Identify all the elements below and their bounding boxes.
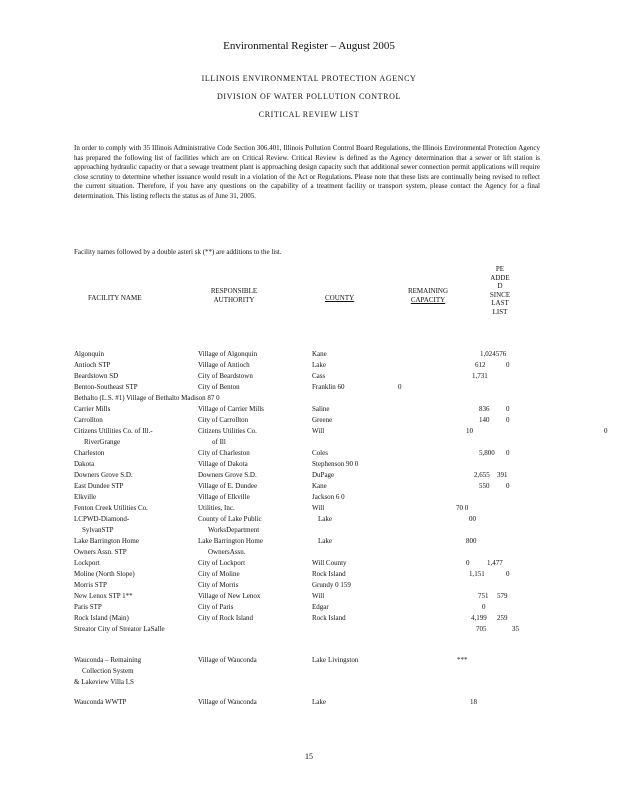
county-cell: Jackson 6 0 (312, 493, 345, 501)
remaining-capacity-cell: 1,731 (472, 372, 488, 380)
remaining-capacity-cell: 751 (478, 592, 489, 600)
facility-name-cell: Bethalto (L.S. #1) Village of Bethalto Madison 87 0 (74, 394, 220, 402)
pe-added-cell: 0 (506, 416, 510, 424)
column-header-capacity-line: REMAINING (407, 287, 449, 295)
page-number: 15 (305, 752, 313, 761)
county-cell: Lake (312, 361, 326, 369)
remaining-capacity-cell: 0 (482, 603, 486, 611)
remaining-capacity-cell: 140 (479, 416, 490, 424)
facility-name-cell: Downers Grove S.D. (74, 471, 133, 479)
county-cell: Rock Island (312, 570, 346, 578)
pe-added-cell: 1,477 (487, 559, 503, 567)
facility-name-cell: Collection System (82, 667, 134, 675)
responsible-authority-cell: City of Carrollton (198, 416, 249, 424)
county-cell: Franklin 60 (312, 383, 345, 391)
pe-added-cell: 579 (497, 592, 508, 600)
county-cell: Lake (312, 698, 326, 706)
responsible-authority-cell: of Ill (212, 438, 226, 446)
facility-name-cell: Lockport (74, 559, 100, 567)
county-cell: Grundy 0 159 (312, 581, 351, 589)
facility-name-cell: Charleston (74, 449, 105, 457)
county-cell: Cass (312, 372, 326, 380)
remaining-capacity-cell: 00 (469, 515, 476, 523)
responsible-authority-cell: Village of E. Dundee (198, 482, 258, 490)
remaining-capacity-cell: 1,024576 (480, 350, 507, 358)
facility-name-cell: Morris STP (74, 581, 107, 589)
facility-name-cell: SylvanSTP (82, 526, 114, 534)
county-cell: Kane (312, 482, 327, 490)
county-cell: DuPage (312, 471, 335, 479)
responsible-authority-cell: City of Morris (198, 581, 239, 589)
facility-name-cell: & Lakeview Villa LS (74, 678, 134, 686)
facility-name-cell: Owners Assn. STP (74, 548, 127, 556)
county-cell: Greene (312, 416, 333, 424)
facility-name-cell: Wauconda WWTP (74, 698, 127, 706)
county-cell: Kane (312, 350, 327, 358)
facility-name-cell: LCPWD-Diamond- (74, 515, 130, 523)
county-cell: Saline (312, 405, 330, 413)
facility-name-cell: Algonquin (74, 350, 104, 358)
county-cell: Will (312, 504, 325, 512)
column-header-pe-line: SINCE (489, 290, 511, 299)
column-header-pe-line: LAST (491, 299, 509, 307)
list-heading: CRITICAL REVIEW LIST (258, 110, 360, 119)
pe-added-cell: 391 (497, 471, 508, 479)
responsible-authority-cell: City of Paris (198, 603, 234, 611)
pe-added-cell: 0 (506, 361, 510, 369)
page-title: Environmental Register – August 2005 (223, 40, 395, 52)
responsible-authority-cell: Village of Antioch (198, 361, 250, 369)
county-cell: Lake (318, 537, 332, 545)
pe-added-cell: 0 (506, 570, 510, 578)
facility-name-cell: Paris STP (74, 603, 102, 611)
remaining-capacity-cell: 70 0 (456, 504, 469, 512)
county-cell: Will County (312, 559, 347, 567)
remaining-capacity-cell: 612 (475, 361, 486, 369)
facility-name-cell: Dakota (74, 460, 95, 468)
facility-name-cell: Carrier Mills (74, 405, 111, 413)
county-cell: Edgar (312, 603, 329, 611)
facility-name-cell: Rock Island (Main) (74, 614, 129, 622)
responsible-authority-cell: Citizens Utilities Co. (198, 427, 257, 435)
responsible-authority-cell: City of Benton (198, 383, 240, 391)
responsible-authority-cell: Village of Elkville (198, 493, 250, 501)
facility-name-cell: Streator City of Streator LaSalle (74, 625, 165, 633)
county-cell: Rock Island (312, 614, 346, 622)
remaining-capacity-cell: 550 (479, 482, 490, 490)
responsible-authority-cell: Village of Carrier Mills (198, 405, 264, 413)
facility-name-cell: Lake Barrington Home (74, 537, 139, 545)
facility-name-cell: Elkville (74, 493, 97, 501)
intro-paragraph: In order to comply with 35 Illinois Administrative Code Section 306.401, Illinois Pollution Control Board Regulations, the Illinois Environmental Protection Agency has prepared the following list of facilities which are on Critical Review. Critical Review is defined as the Agency determination that a sewer or lift station is approaching hydraulic capacity or that a sewage treatment plant is approaching design capacity such that additional sewer connection permit applications will require close scrutiny to determine whether issuance would result in a violation of the Act or Regulations. Please note that these lists are continually being revised to reflect the current situation. Therefore, if you have any questions on the capability of a treatment facility or transport system, please contact the Agency for a final determination. This listing reflects the status as of June 31, 2005. (74, 144, 540, 200)
remaining-capacity-cell: 18 (470, 698, 477, 706)
county-cell: Stephenson 90 0 (312, 460, 359, 468)
division-heading: DIVISION OF WATER POLLUTION CONTROL (217, 92, 401, 101)
column-header-pe-line: ADDE (490, 273, 510, 282)
pe-added-cell: 0 (506, 449, 510, 457)
column-header-authority-line: AUTHORITY (213, 295, 255, 304)
responsible-authority-cell: Utilities, Inc. (198, 504, 235, 512)
responsible-authority-cell: Village of New Lenox (198, 592, 261, 600)
remaining-capacity-cell: 705 (476, 625, 487, 633)
remaining-capacity-cell: 2,655 (474, 471, 490, 479)
facility-name-cell: Beardstown SD (74, 372, 119, 380)
county-cell: Coles (312, 449, 328, 457)
remaining-capacity-cell: 5,800 (479, 449, 495, 457)
facility-name-cell: Antioch STP (74, 361, 111, 369)
column-header-pe-line: PE (495, 265, 505, 273)
county-cell: Lake (318, 515, 332, 523)
responsible-authority-cell: County of Lake Public (198, 515, 262, 523)
remaining-capacity-cell: 800 (466, 537, 477, 545)
column-header-pe-line: LIST (492, 307, 508, 316)
column-header-authority-line: RESPONSIBLE (210, 287, 258, 295)
remaining-capacity-cell: 10 (466, 427, 473, 435)
agency-heading: ILLINOIS ENVIRONMENTAL PROTECTION AGENCY (201, 74, 417, 83)
responsible-authority-cell: Lake Barrington Home (198, 537, 263, 545)
facility-name-cell: Benton-Southeast STP (74, 383, 138, 391)
remaining-capacity-cell: 836 (479, 405, 490, 413)
responsible-authority-cell: OwnersAssn. (208, 548, 246, 556)
pe-added-cell: 0 (506, 482, 510, 490)
responsible-authority-cell: City of Beardstown (198, 372, 253, 380)
remaining-capacity-cell: 4,199 (471, 614, 487, 622)
pe-added-cell: 35 (512, 625, 519, 633)
additions-note: Facility names followed by a double asteri sk (**) are additions to the list. (74, 248, 282, 256)
facility-name-cell: East Dundee STP (74, 482, 124, 490)
column-header-pe-line: D (497, 282, 503, 290)
facility-name-cell: RiverGrange (84, 438, 121, 446)
remaining-capacity-cell: 0 (466, 559, 470, 567)
facility-name-cell: Citizens Utilities Co. of Ill.- (74, 427, 153, 435)
responsible-authority-cell: City of Charleston (198, 449, 250, 457)
responsible-authority-cell: Village of Algonquin (198, 350, 258, 358)
responsible-authority-cell: Village of Wauconda (198, 656, 257, 664)
county-cell: Will (312, 592, 325, 600)
facility-name-cell: Carrollton (74, 416, 103, 424)
remaining-capacity-cell: 1,151 (469, 570, 485, 578)
column-header-county: COUNTY (325, 294, 355, 302)
county-cell: Lake (312, 656, 326, 664)
responsible-authority-cell: WorksDepartment (208, 526, 260, 534)
column-header-facility: FACILITY NAME (88, 294, 142, 302)
county-cell: Livingston (328, 656, 359, 664)
responsible-authority-cell: Village of Dakota (198, 460, 248, 468)
remaining-capacity-cell: *** (457, 656, 468, 664)
responsible-authority-cell: City of Moline (198, 570, 240, 578)
responsible-authority-cell: City of Lockport (198, 559, 246, 567)
responsible-authority-cell: City of Rock Island (198, 614, 254, 622)
column-header-capacity-line: CAPACITY (410, 295, 446, 304)
county-cell: Will (312, 427, 325, 435)
facility-name-cell: New Lenox STP 1** (74, 592, 133, 600)
responsible-authority-cell: Village of Wauconda (198, 698, 257, 706)
pe-added-cell: 0 (506, 405, 510, 413)
pe-added-cell: 0 (398, 383, 402, 391)
facility-name-cell: Fenton Creek Utilities Co. (74, 504, 148, 512)
responsible-authority-cell: Downers Grove S.D. (198, 471, 257, 479)
facility-name-cell: Moline (North Slope) (74, 570, 135, 578)
pe-added-cell: 259 (497, 614, 508, 622)
pe-added-cell: 0 (604, 427, 608, 435)
facility-name-cell: Wauconda – Remaining (74, 656, 142, 664)
